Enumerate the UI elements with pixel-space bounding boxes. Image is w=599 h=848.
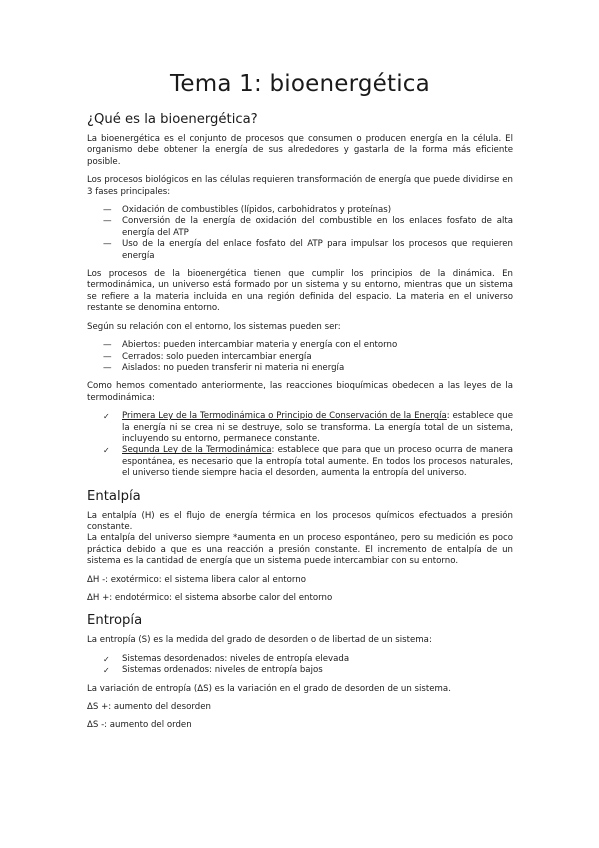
list-item: — Abiertos: pueden intercambiar materia y energía con el entorno	[103, 340, 398, 351]
list-item: — Cerrados: solo pueden intercambiar energía	[103, 351, 312, 362]
checkmark-bullet-icon: ✓	[103, 446, 110, 456]
checkmark-bullet-icon: ✓	[103, 412, 110, 422]
page-title: Tema 1: bioenergética	[170, 71, 430, 97]
checkmark-bullet-icon: ✓	[103, 654, 110, 664]
list-item: — Aislados: no pueden transferir ni materia ni energía	[103, 362, 345, 373]
paragraph: ΔS +: aumento del desorden	[87, 702, 211, 713]
list-item: ✓ Sistemas desordenados: niveles de entropía elevada	[103, 653, 350, 664]
paragraph: ΔH -: exotérmico: el sistema libera calor al entorno	[87, 574, 306, 585]
dash-bullet-icon: —	[103, 340, 112, 351]
paragraph: La bioenergética es el conjunto de procesos que consumen o producen energía en la célula. El organismo debe obtener la energía de sus alrededores y gastarla de la forma más eficiente posible.	[87, 134, 513, 167]
paragraph: Como hemos comentado anteriormente, las reacciones bioquímicas obedecen a las leyes de la termodinámica:	[87, 381, 513, 403]
paragraph: Según su relación con el entorno, los sistemas pueden ser:	[87, 321, 341, 332]
phases-list	[87, 205, 513, 262]
first-law-title: Primera Ley de la Termodinámica o Principio de Conservación de la Energía	[122, 411, 447, 422]
list-item: — Oxidación de combustibles (lípidos, carbohidratos y proteínas)	[103, 205, 392, 216]
dash-bullet-icon: —	[103, 205, 112, 216]
list-item: ✓ Primera Ley de la Termodinámica o Principio de Conservación de la Energía: establece que la energía ni se crea ni se destruye, solo se transforma. La energía total de un sistema, incluyendo su entorno, permanece constante.	[103, 411, 513, 444]
paragraph: Los procesos de la bioenergética tienen que cumplir los principios de la dinámica. En termodinámica, un universo está formado por un sistema y su entorno, mientras que un sistema se refiere a la materia incluida en una región definida del espacio. La materia en el universo restante se denomina entorno.	[87, 269, 513, 314]
second-law-title: Segunda Ley de la Termodinámica	[122, 445, 272, 456]
dash-bullet-icon: —	[103, 216, 112, 227]
paragraph: La entropía (S) es la medida del grado de desorden o de libertad de un sistema:	[87, 635, 432, 646]
paragraph: La entalpía (H) es el flujo de energía térmica en los procesos químicos efectuados a presión constante.	[87, 510, 513, 532]
paragraph: La entalpía del universo siempre *aumenta en un proceso espontáneo, pero su medición es poco práctica debido a que es una reacción a presión constante. El incremento de entalpía de un sistema es la cantidad de energía que un sistema puede intercambiar con su entorno.	[87, 533, 513, 567]
checkmark-bullet-icon: ✓	[103, 666, 110, 676]
list-item: ✓ Sistemas ordenados: niveles de entropía bajos	[103, 665, 323, 676]
laws-list	[87, 411, 513, 479]
paragraph: ΔH +: endotérmico: el sistema absorbe calor del entorno	[87, 593, 333, 603]
entropy-list	[87, 654, 513, 677]
paragraph: Los procesos biológicos en las células requieren transformación de energía que puede dividirse en 3 fases principales:	[87, 175, 513, 197]
dash-bullet-icon: —	[103, 351, 112, 362]
list-item: — Conversión de la energía de oxidación del combustible en los enlaces fosfato de alta energía del ATP	[103, 216, 513, 238]
section-heading-que-es: ¿Qué es la bioenergética?	[87, 112, 258, 127]
systems-list	[87, 340, 513, 374]
list-item: ✓ Segunda Ley de la Termodinámica: establece que para que un proceso ocurra de manera espontánea, es necesario que la entropía total aumente. En todos los procesos naturales, el universo tiende siempre hacia el desorden, aumenta la entropía del universo.	[103, 445, 513, 479]
section-heading-entropia: Entropía	[87, 613, 143, 629]
dash-bullet-icon: —	[103, 239, 112, 250]
paragraph: ΔS -: aumento del orden	[87, 720, 192, 731]
list-item: — Uso de la energía del enlace fosfato del ATP para impulsar los procesos que requieren energía	[103, 239, 513, 261]
section-heading-entalpia: Entalpía	[87, 488, 141, 504]
dash-bullet-icon: —	[103, 362, 112, 373]
paragraph: La variación de entropía (ΔS) es la variación en el grado de desorden de un sistema.	[87, 683, 451, 694]
